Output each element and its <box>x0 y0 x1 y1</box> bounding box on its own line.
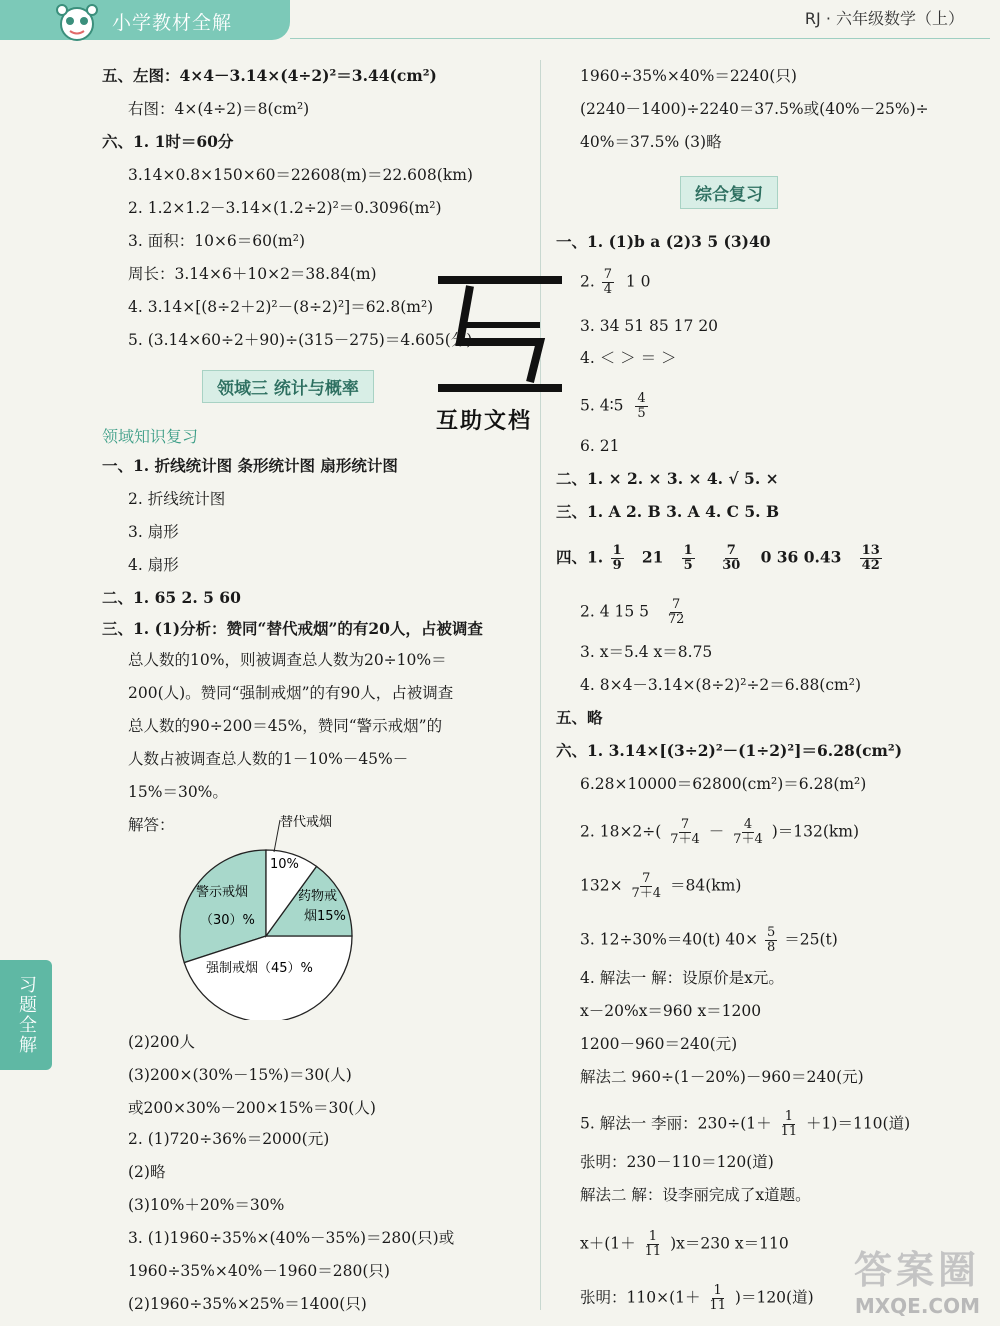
answer-line: 1960÷35%×40%－1960＝280(只) <box>128 1262 390 1280</box>
denominator: 11 <box>709 1298 726 1313</box>
item-text: 0 36 0.43 <box>760 547 842 567</box>
denominator: 42 <box>861 558 880 573</box>
numerator: 1 <box>612 543 622 558</box>
pie-label-force: 强制戒烟（45）% <box>206 961 313 976</box>
denominator: 11 <box>780 1124 798 1139</box>
page-header <box>0 0 1000 44</box>
book-title: RJ · 六年级数学（上） <box>804 9 964 28</box>
numerator: 1 <box>784 1109 793 1124</box>
item-text: 3. 12÷30%＝40(t) 40× <box>580 930 759 949</box>
answer-line: 2. 1.2×1.2－3.14×(1.2÷2)²＝0.3096(m²) <box>128 199 442 217</box>
answer-line: 周长：3.14×6＋10×2＝38.84(m) <box>128 265 377 283</box>
answer-line: 200(人)。赞同“强制戒烟”的有90人，占被调查 <box>128 684 454 702</box>
item-text: )＝132(km) <box>771 822 860 841</box>
answer-line: 2. (1)720÷36%＝2000(元) <box>128 1130 330 1148</box>
pie-label-warn-2: （30）% <box>200 913 255 928</box>
answer-line: 2. 折线统计图 <box>128 490 226 508</box>
pie-chart <box>170 800 420 1020</box>
answer-line: (2240－1400)÷2240＝37.5%或(40%－25%)÷ <box>580 100 929 118</box>
item-text: ＝84(km) <box>670 876 742 895</box>
logo-text: 小学教材全解 <box>112 12 233 34</box>
fraction <box>779 1110 800 1139</box>
answer-line: 六、1. 1时＝60分 <box>102 132 234 151</box>
answer-line: 总人数的10%，则被调查总人数为20÷10%＝ <box>128 651 447 669</box>
denominator: 72 <box>667 612 685 627</box>
numerator: 13 <box>861 543 880 558</box>
fraction <box>707 1284 728 1313</box>
item-text: 张明：110×(1＋ <box>580 1288 701 1307</box>
answer-line: 3. 34 51 85 17 20 <box>580 317 719 335</box>
answer-line <box>580 872 741 901</box>
fraction <box>668 818 702 847</box>
answer-line: 解法二 960÷(1－20%)－960＝240(元) <box>580 1068 864 1086</box>
section-title-review: 综合复习 <box>680 176 778 209</box>
item-text: 5. 解法一 李丽：230÷(1＋ <box>580 1114 772 1133</box>
answer-line: 或200×30%－200×15%＝30(人) <box>128 1099 376 1117</box>
fraction <box>611 544 624 573</box>
watermark-text: 互助文档 <box>436 409 533 434</box>
answer-line: 张明：230－110＝120(道) <box>580 1153 774 1171</box>
watermark-glyph <box>430 272 570 402</box>
denominator: 7＋4 <box>670 832 700 847</box>
numerator: 1 <box>648 1229 657 1244</box>
answer-line <box>580 598 688 627</box>
answer-line: 二、1. × 2. × 3. × 4. √ 5. × <box>556 469 779 488</box>
item-text: 2. 18×2÷( <box>580 822 662 841</box>
answer-line <box>580 926 838 955</box>
answer-line: 4. 解法一 解：设原价是x元。 <box>580 969 784 987</box>
column-divider <box>540 60 541 1310</box>
item-label: 四、1. <box>556 547 604 567</box>
section-title-stats: 领域三 统计与概率 <box>202 370 374 403</box>
answer-line: 人数占被调查总人数的1－10%－45%－ <box>128 750 409 768</box>
denominator: 4 <box>603 282 613 297</box>
answer-line: 3.14×0.8×150×60＝22608(m)＝22.608(km) <box>128 166 473 184</box>
answer-line: 一、1. 折线统计图 条形统计图 扇形统计图 <box>102 456 398 475</box>
numerator: 5 <box>767 925 776 940</box>
answer-line: 4. 3.14×[(8÷2＋2)²－(8÷2)²]＝62.8(m²) <box>128 298 434 316</box>
answer-line <box>580 1110 910 1139</box>
answer-line <box>580 1230 789 1259</box>
item-label: 5. 4∶5 <box>580 396 624 415</box>
answer-line: (3)10%＋20%＝30% <box>128 1196 285 1214</box>
logo-tab <box>0 0 290 40</box>
fraction <box>643 1230 664 1259</box>
denominator: 9 <box>612 558 622 573</box>
answer-line <box>580 1284 814 1313</box>
answer-line: 解答： <box>128 816 175 834</box>
side-tab: 习题全解 <box>0 960 52 1070</box>
denominator: 5 <box>637 406 646 421</box>
answer-line: 3. 扇形 <box>128 523 179 541</box>
numerator: 7 <box>726 543 736 558</box>
fraction <box>860 544 882 573</box>
fraction <box>630 872 664 901</box>
numerator: 1 <box>713 1283 722 1298</box>
fraction <box>682 544 695 573</box>
fraction <box>731 818 765 847</box>
pie-label-drug-1: 药物戒 <box>298 889 338 904</box>
answer-line: 4. ＜ ＞ ＝ ＞ <box>580 349 677 367</box>
item-text: ＝25(t) <box>784 930 838 949</box>
answer-line: (2)200人 <box>128 1033 196 1051</box>
answer-line <box>580 268 651 297</box>
denominator: 5 <box>683 558 693 573</box>
corner-watermark-big: 答案圈 <box>853 1248 980 1292</box>
numerator: 7 <box>671 597 681 612</box>
answer-line: 3. (1)1960÷35%×(40%－35%)＝280(只)或 <box>128 1229 455 1247</box>
answer-line: 1200－960＝240(元) <box>580 1035 738 1053</box>
mascot-icon <box>52 2 102 46</box>
answer-line: 右图：4×(4÷2)＝8(cm²) <box>128 100 310 118</box>
item-text: )＝120(道) <box>734 1288 814 1307</box>
fraction <box>765 926 777 955</box>
answer-line: 15%＝30%。 <box>128 783 228 801</box>
answer-line: 3. 面积：10×6＝60(m²) <box>128 232 306 250</box>
answer-line: 三、1. A 2. B 3. A 4. C 5. B <box>556 502 780 521</box>
answer-line: 6. 21 <box>580 437 620 455</box>
answer-line: 3. x＝5.4 x＝8.75 <box>580 643 713 661</box>
numerator: 7 <box>603 267 613 282</box>
answer-line: (2)1960÷35%×25%＝1400(只) <box>128 1295 367 1313</box>
answer-line: 五、左图：4×4－3.14×(4÷2)²＝3.44(cm²) <box>102 66 437 85</box>
numerator: 4 <box>743 817 753 832</box>
item-text: ＋1)＝110(道) <box>806 1114 911 1133</box>
item-text: )x＝230 x＝110 <box>670 1234 789 1253</box>
numerator: 4 <box>637 391 646 406</box>
denominator: 7＋4 <box>733 832 763 847</box>
answer-line: 5. (3.14×60÷2＋90)÷(315－275)＝4.605(分) <box>128 331 473 349</box>
answer-line: 五、略 <box>556 708 603 727</box>
answer-line: 六、1. 3.14×[(3÷2)²－(1÷2)²]＝6.28(cm²) <box>556 741 903 760</box>
answer-line <box>580 392 650 421</box>
pie-label-drug-2: 烟15% <box>304 909 346 924</box>
header-rule <box>290 38 990 39</box>
item-text: 1 0 <box>625 272 651 291</box>
denominator: 7＋4 <box>631 886 662 901</box>
item-text: 132× <box>580 876 623 895</box>
corner-watermark-small: MXQE.COM <box>854 1294 980 1318</box>
answer-line <box>580 818 859 847</box>
fraction <box>602 268 614 297</box>
answer-line: 一、1. (1)b a (2)3 5 (3)40 <box>556 232 771 251</box>
answer-line: 三、1. (1)分析：赞同“替代戒烟”的有20人，占被调查 <box>102 619 483 638</box>
numerator: 7 <box>642 871 651 886</box>
answer-line: 总人数的90÷200＝45%，赞同“警示戒烟”的 <box>128 717 443 735</box>
pie-label-replace: 替代戒烟 <box>280 815 333 830</box>
answer-line: 4. 8×4－3.14×(8÷2)²÷2＝6.88(cm²) <box>580 676 861 694</box>
answer-line: (2)略 <box>128 1163 166 1181</box>
operator: － <box>708 822 725 841</box>
answer-line: 1960÷35%×40%＝2240(只) <box>580 67 797 85</box>
answer-line: x－20%x＝960 x＝1200 <box>580 1002 762 1020</box>
answer-line: 40%＝37.5% (3)略 <box>580 133 722 151</box>
answer-line: 4. 扇形 <box>128 556 179 574</box>
item-text: x＋(1＋ <box>580 1234 636 1253</box>
fraction <box>666 598 687 627</box>
answer-line: 二、1. 65 2. 5 60 <box>102 588 241 607</box>
denominator: 30 <box>722 558 741 573</box>
fraction <box>635 392 647 421</box>
answer-line: 解法二 解：设李丽完成了x道题。 <box>580 1186 811 1204</box>
pie-label-replace-pct: 10% <box>270 857 299 872</box>
sub-title-review: 领域知识复习 <box>102 427 199 446</box>
answer-line: 6.28×10000＝62800(cm²)＝6.28(m²) <box>580 775 867 793</box>
denominator: 11 <box>644 1244 662 1259</box>
fraction <box>720 544 742 573</box>
answer-line <box>556 544 884 573</box>
item-text: 21 <box>641 547 664 567</box>
answer-line: (3)200×(30%－15%)＝30(人) <box>128 1066 352 1084</box>
item-label: 2. <box>580 272 595 291</box>
corner-watermark <box>854 1239 980 1318</box>
denominator: 8 <box>767 940 776 955</box>
item-text: 2. 4 15 5 <box>580 602 650 621</box>
numerator: 7 <box>680 817 690 832</box>
numerator: 1 <box>683 543 693 558</box>
pie-label-warn-1: 警示戒烟 <box>196 885 249 900</box>
